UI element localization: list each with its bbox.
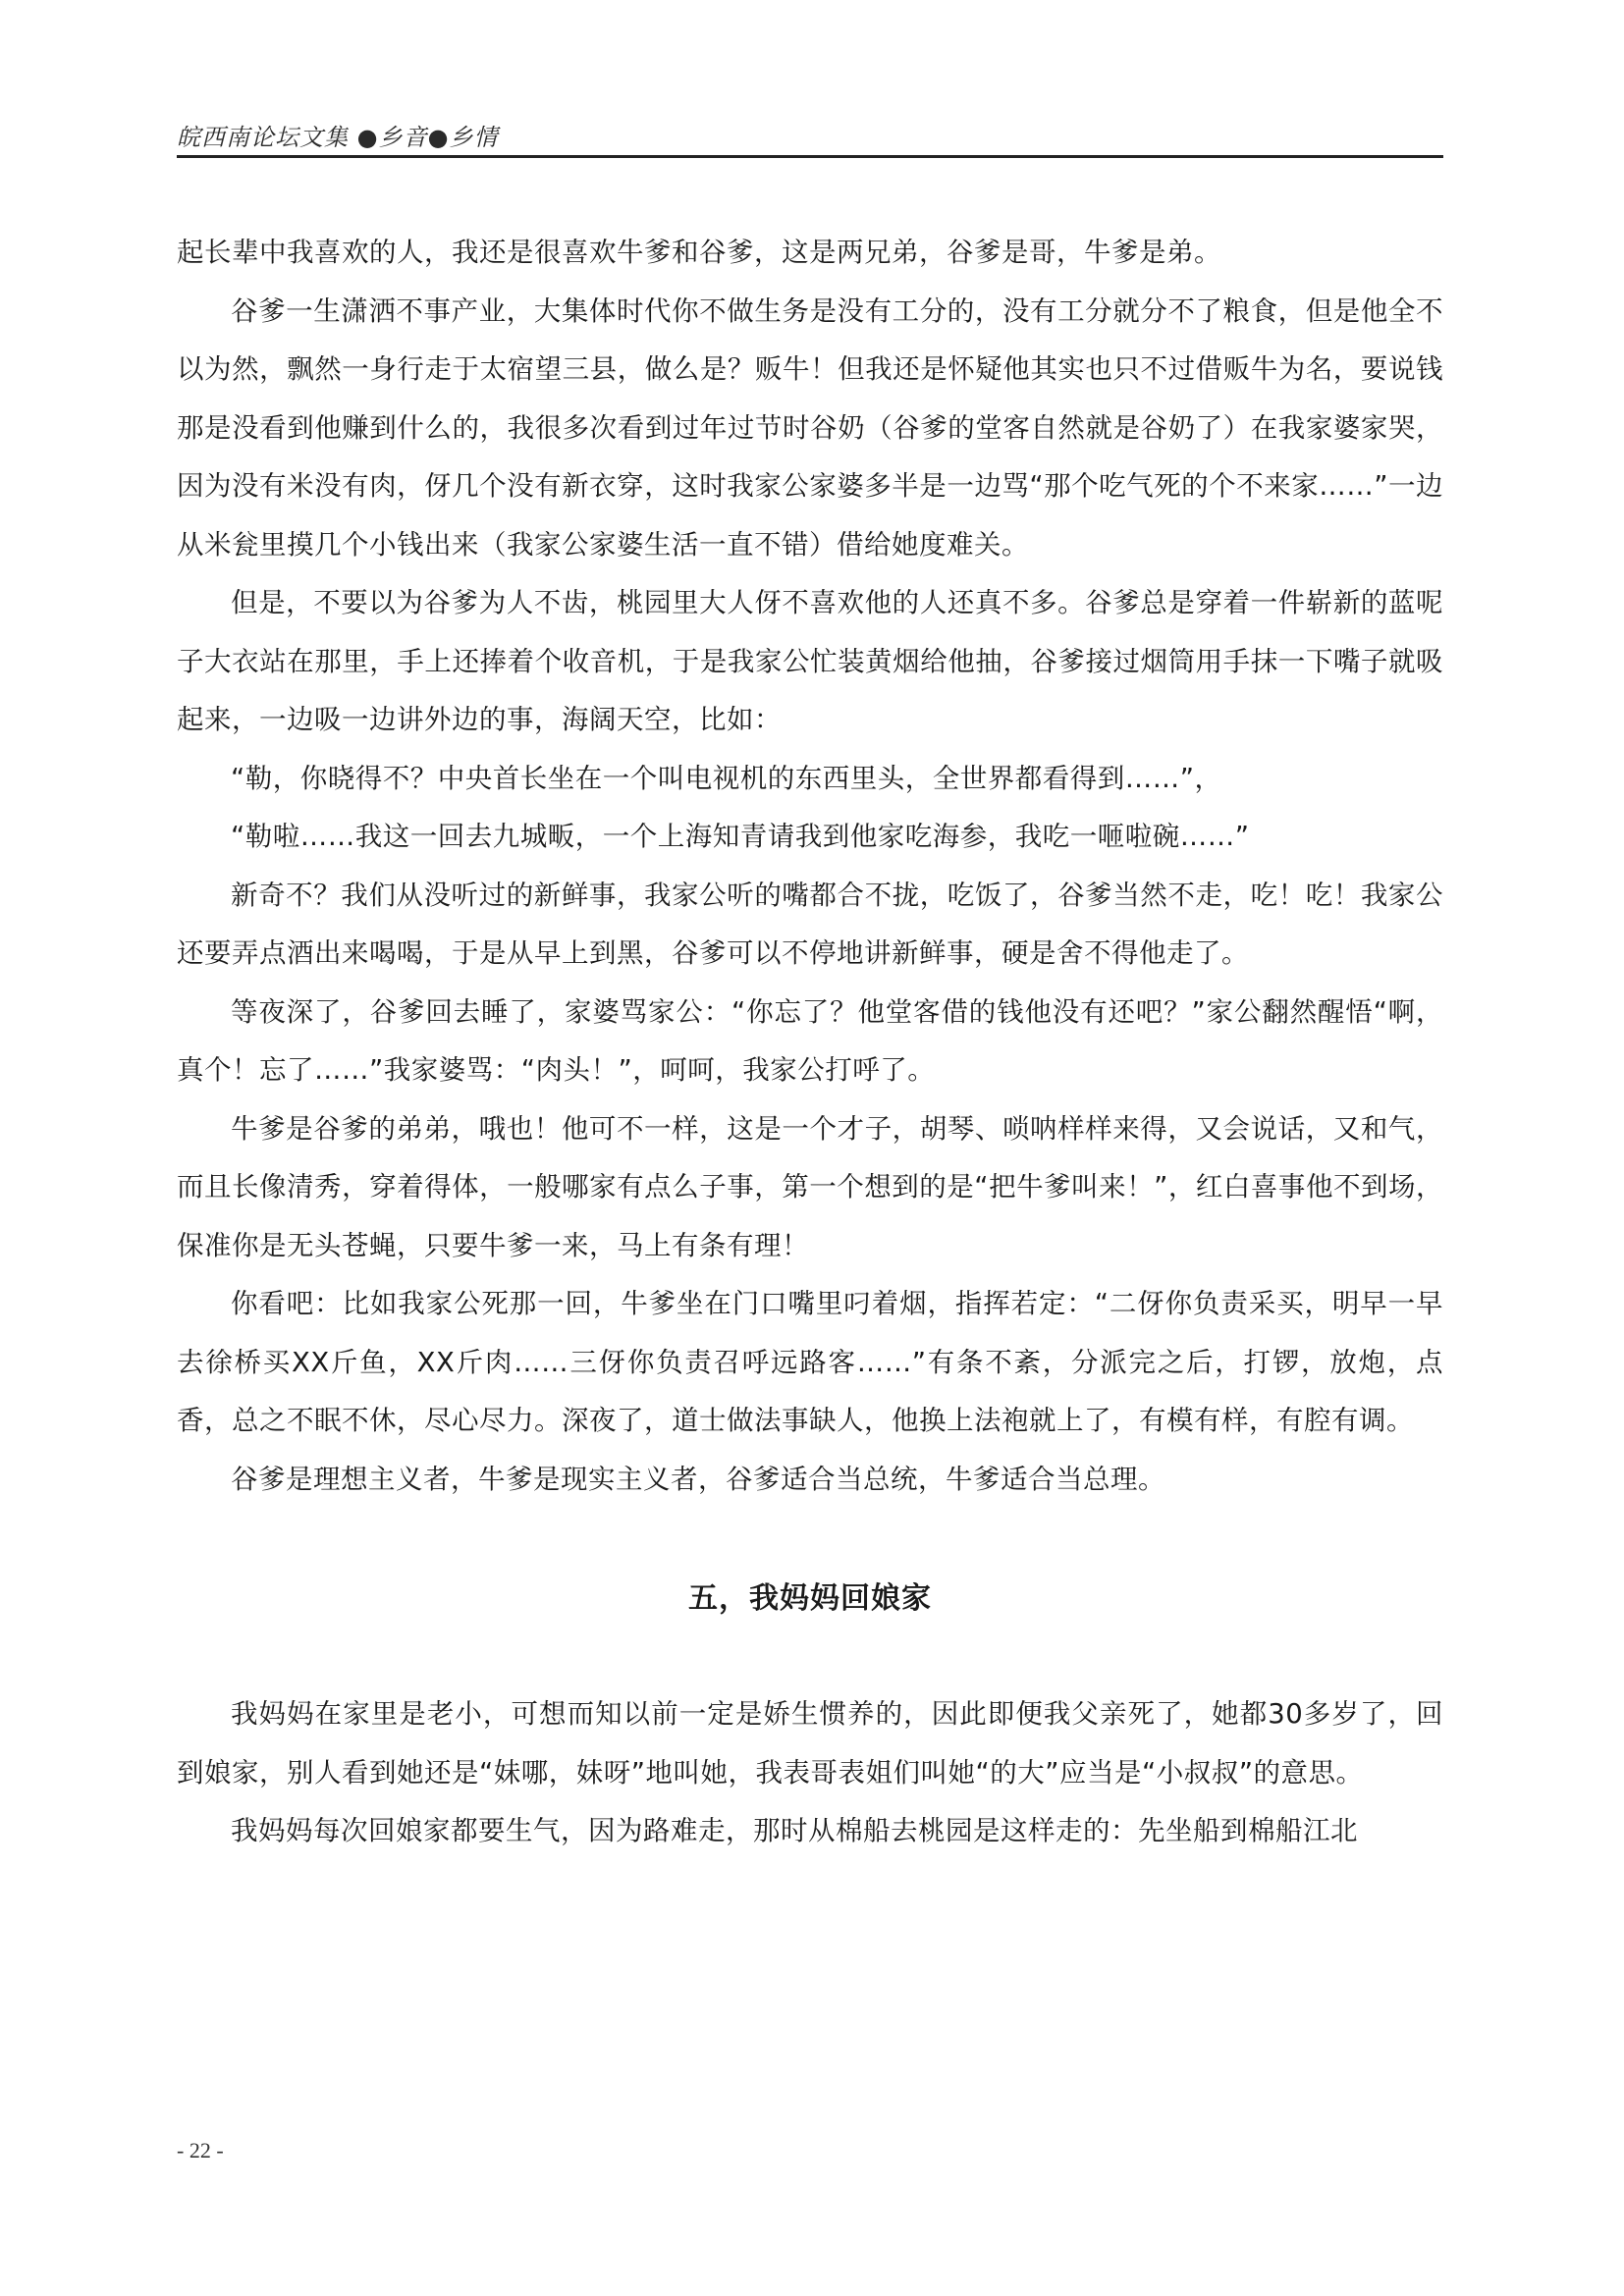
paragraph: 我妈妈每次回娘家都要生气，因为路难走，那时从棉船去桃园是这样走的：先坐船到棉船江北 (231, 1815, 1358, 1846)
paragraph: 我妈妈在家里是老小，可想而知以前一定是娇生惯养的，因此即便我父亲死了，她都30多岁了，回到娘家，别人看到她还是“妹哪，妹呀”地叫她，我表哥表姐们叫她“的大”应当是“小叔叔”的意思。 (177, 1698, 1443, 1789)
paragraph: “勒啦……我这一回去九城畈，一个上海知青请我到他家吃海参，我吃一咂啦碗……” (231, 821, 1250, 852)
header-title: 皖西南论坛文集 ●乡音●乡情 (177, 124, 499, 151)
paragraph: 新奇不？我们从没听过的新鲜事，我家公听的嘴都合不拢，吃饭了，谷爹当然不走，吃！吃！我家公还要弄点酒出来喝喝，于是从早上到黑，谷爹可以不停地讲新鲜事，硬是舍不得他走了。 (177, 879, 1443, 969)
page-number: - 22 - (177, 2138, 224, 2163)
paragraph: 你看吧：比如我家公死那一回，牛爹坐在门口嘴里叼着烟，指挥若定：“二伢你负责采买，明早一早去徐桥买XX斤鱼，XX斤肉……三伢你负责召呼远路客……”有条不紊，分派完之后，打锣，放炮，点香，总之不眠不休，尽心尽力。深夜了，道士做法事缺人，他换上法袍就上了，有模有样，有腔有调。 (177, 1288, 1443, 1436)
paragraph: 等夜深了，谷爹回去睡了，家婆骂家公：“你忘了？他堂客借的钱他没有还吧？”家公翻然醒悟“啊，真个！忘了……”我家婆骂：“肉头！”，呵呵，我家公打呼了。 (177, 995, 1443, 1086)
paragraph: “勒，你晓得不？中央首长坐在一个叫电视机的东西里头，全世界都看得到……”， (231, 762, 1222, 794)
page-header (177, 116, 1443, 158)
article-body (177, 224, 1443, 1861)
paragraph: 谷爹是理想主义者，牛爹是现实主义者，谷爹适合当总统，牛爹适合当总理。 (231, 1463, 1165, 1495)
paragraph: 谷爹一生潇洒不事产业，大集体时代你不做生务是没有工分的，没有工分就分不了粮食，但是他全不以为然，飘然一身行走于太宿望三县，做么是？贩牛！但我还是怀疑他其实也只不过借贩牛为名，要说钱那是没看到他赚到什么的，我很多次看到过年过节时谷奶（谷爹的堂客自然就是谷奶了）在我家婆家哭，因为没有米没有肉，伢几个没有新衣穿，这时我家公家婆多半是一边骂“那个吃气死的个不来家……”一边从米瓮里摸几个小钱出来（我家公家婆生活一直不错）借给她度难关。 (177, 294, 1443, 561)
paragraph: 但是，不要以为谷爹为人不齿，桃园里大人伢不喜欢他的人还真不多。谷爹总是穿着一件崭新的蓝呢子大衣站在那里，手上还捧着个收音机，于是我家公忙装黄烟给他抽，谷爹接过烟筒用手抹一下嘴子就吸起来，一边吸一边讲外边的事，海阔天空，比如： (177, 587, 1443, 735)
paragraph: 牛爹是谷爹的弟弟，哦也！他可不一样，这是一个才子，胡琴、唢呐样样来得，又会说话，又和气，而且长像清秀，穿着得体，一般哪家有点么子事，第一个想到的是“把牛爹叫来！”，红白喜事他不到场，保准你是无头苍蝇，只要牛爹一来，马上有条有理！ (177, 1112, 1443, 1261)
section-title: 五，我妈妈回娘家 (688, 1581, 932, 1616)
paragraph: 起长辈中我喜欢的人，我还是很喜欢牛爹和谷爹，这是两兄弟，谷爹是哥，牛爹是弟。 (177, 237, 1221, 268)
